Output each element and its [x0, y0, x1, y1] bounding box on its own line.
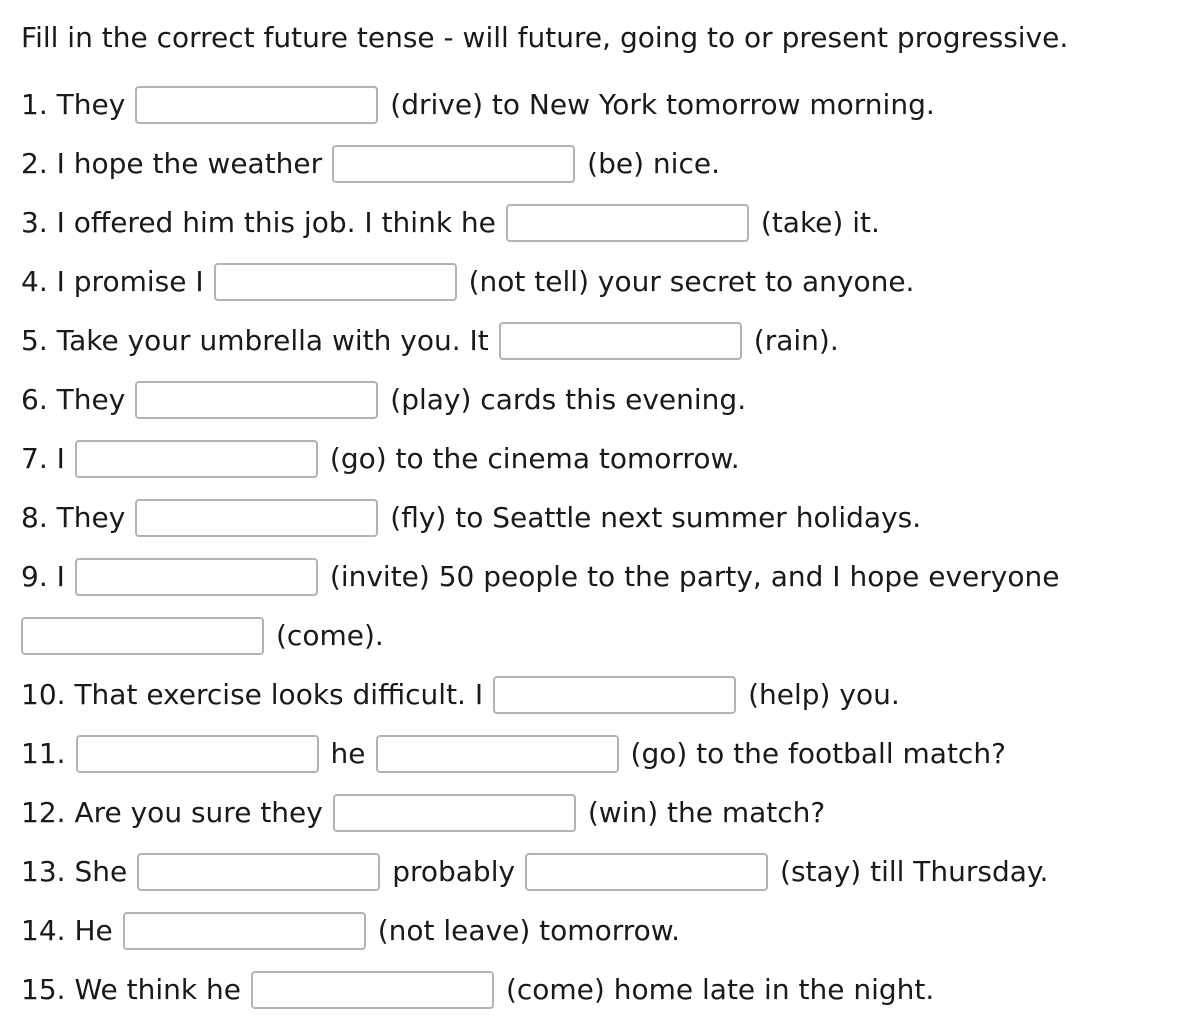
answer-input-9b[interactable] [21, 617, 264, 655]
exercise-2 [21, 134, 1200, 193]
sentence-end: (fly) to Seattle next summer holidays. [390, 501, 922, 534]
sentence-end: (come) home late in the night. [505, 973, 935, 1006]
sentence-end: (win) the match? [587, 796, 826, 829]
answer-input-10[interactable] [493, 676, 736, 714]
sentence-end: (take) it. [760, 206, 880, 239]
exercise-8 [21, 488, 1200, 547]
answer-input-4[interactable] [214, 263, 457, 301]
answer-input-12[interactable] [333, 794, 576, 832]
exercise-10 [21, 665, 1200, 724]
exercise-number: 4. [21, 265, 48, 298]
answer-input-15[interactable] [251, 971, 494, 1009]
answer-input-14[interactable] [123, 912, 366, 950]
answer-input-9a[interactable] [75, 558, 318, 596]
exercise-9-continued [21, 606, 1200, 665]
sentence-start: They [56, 383, 126, 416]
exercise-4 [21, 252, 1200, 311]
sentence-start: She [74, 855, 128, 888]
sentence-middle: he [330, 737, 366, 770]
exercise-12 [21, 783, 1200, 842]
exercise-number: 2. [21, 147, 48, 180]
sentence-start: I promise I [56, 265, 204, 298]
exercise-number: 11. [21, 737, 66, 770]
sentence-end: (stay) till Thursday. [780, 855, 1049, 888]
sentence-start: He [74, 914, 113, 947]
sentence-start: I [56, 560, 65, 593]
answer-input-13b[interactable] [525, 853, 768, 891]
sentence-end: (drive) to New York tomorrow morning. [390, 88, 935, 121]
sentence-end: (play) cards this evening. [390, 383, 747, 416]
sentence-start: We think he [74, 973, 241, 1006]
exercise-number: 3. [21, 206, 48, 239]
sentence-start: Take your umbrella with you. It [56, 324, 489, 357]
exercise-number: 8. [21, 501, 48, 534]
sentence-end: (rain). [753, 324, 839, 357]
exercise-1 [21, 75, 1200, 134]
sentence-end: (come). [276, 619, 384, 652]
exercise-number: 5. [21, 324, 48, 357]
answer-input-5[interactable] [499, 322, 742, 360]
exercise-11 [21, 724, 1200, 783]
exercise-number: 15. [21, 973, 66, 1006]
sentence-end: (not leave) tomorrow. [377, 914, 680, 947]
sentence-start: I [56, 442, 65, 475]
answer-input-13a[interactable] [137, 853, 380, 891]
exercise-5 [21, 311, 1200, 370]
sentence-start: They [56, 88, 126, 121]
answer-input-7[interactable] [75, 440, 318, 478]
exercise-number: 10. [21, 678, 66, 711]
exercise-14 [21, 901, 1200, 960]
answer-input-11a[interactable] [76, 735, 319, 773]
exercise-number: 9. [21, 560, 48, 593]
sentence-start: I hope the weather [56, 147, 323, 180]
sentence-end: (help) you. [748, 678, 900, 711]
sentence-end: (go) to the cinema tomorrow. [329, 442, 740, 475]
exercise-7 [21, 429, 1200, 488]
answer-input-6[interactable] [135, 381, 378, 419]
sentence-end: (not tell) your secret to anyone. [468, 265, 915, 298]
worksheet-title: Fill in the correct future tense - will future, going to or present progressive. [21, 21, 1069, 54]
exercise-3 [21, 193, 1200, 252]
answer-input-11b[interactable] [376, 735, 619, 773]
sentence-end: (be) nice. [587, 147, 720, 180]
answer-input-8[interactable] [135, 499, 378, 537]
exercise-13 [21, 842, 1200, 901]
sentence-start: I offered him this job. I think he [56, 206, 496, 239]
answer-input-3[interactable] [506, 204, 749, 242]
exercise-number: 14. [21, 914, 66, 947]
sentence-start: Are you sure they [74, 796, 323, 829]
exercise-number: 1. [21, 88, 48, 121]
exercise-number: 13. [21, 855, 66, 888]
answer-input-1[interactable] [135, 86, 378, 124]
answer-input-2[interactable] [332, 145, 575, 183]
sentence-middle: probably [392, 855, 516, 888]
sentence-start: That exercise looks difficult. I [74, 678, 484, 711]
sentence-middle: (invite) 50 people to the party, and I hope everyone [329, 560, 1060, 593]
exercise-number: 7. [21, 442, 48, 475]
exercise-number: 6. [21, 383, 48, 416]
exercise-9 [21, 547, 1200, 606]
exercise-number: 12. [21, 796, 66, 829]
sentence-end: (go) to the football match? [630, 737, 1006, 770]
exercise-6 [21, 370, 1200, 429]
sentence-start: They [56, 501, 126, 534]
exercise-15 [21, 960, 1200, 1019]
